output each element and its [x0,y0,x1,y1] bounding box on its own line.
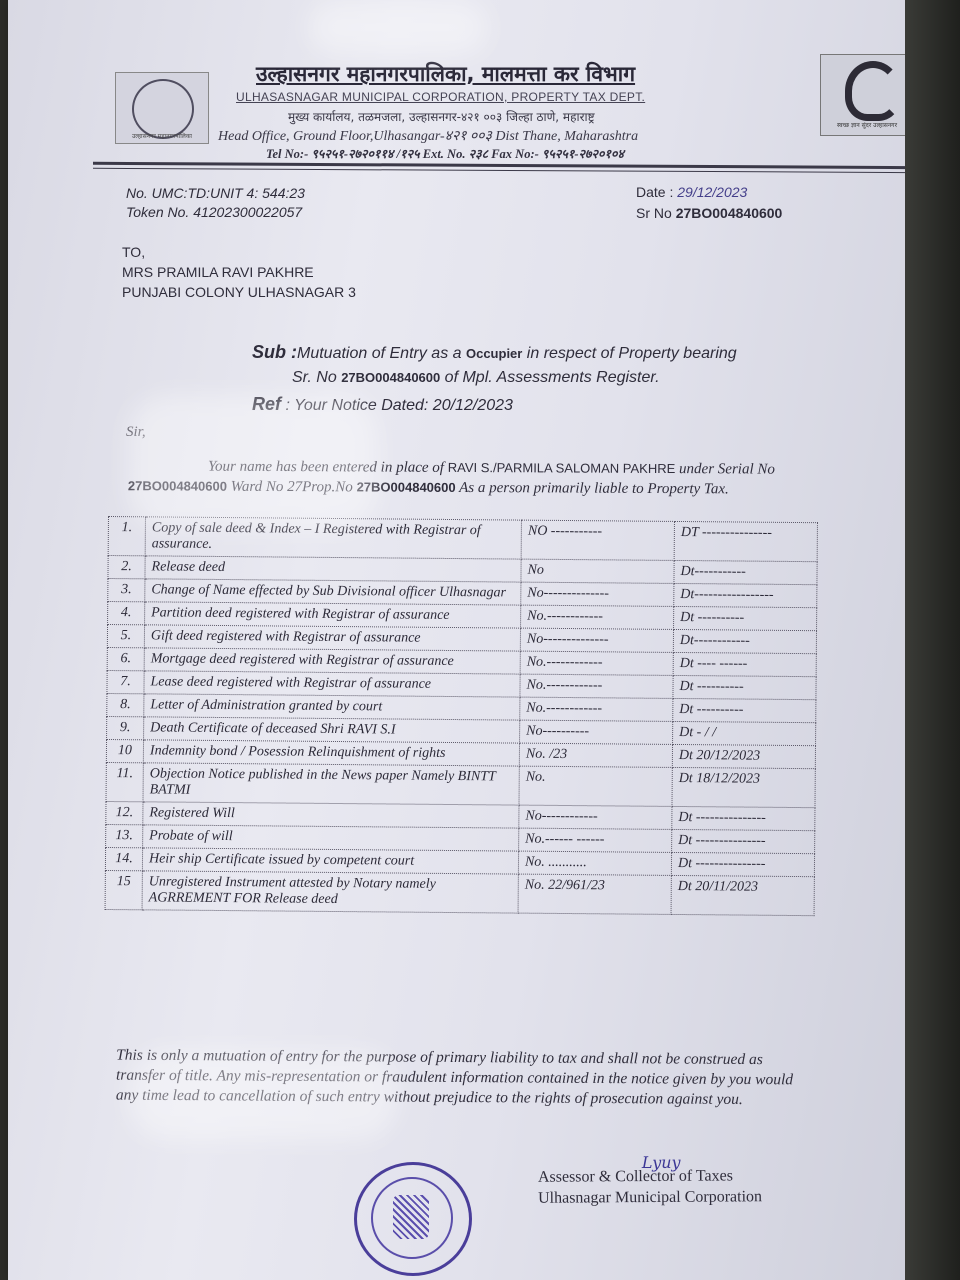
row-number: 8. [107,693,144,716]
ref-label: Ref [252,394,282,414]
swachh-logo [820,54,908,136]
row-number: 11. [106,762,143,801]
row-description: Indemnity bond / Posession Relinquishment of rights [143,740,519,766]
row-date: Dt --------------- [672,829,815,853]
row-number: 10 [106,739,143,762]
header-rule-thin [93,168,908,173]
light-glare [128,1050,398,1140]
sub-text-b: in respect of Property bearing [522,345,737,362]
row-number: 3. [108,579,145,602]
row-number-value: No [521,559,674,583]
row-date: Dt ---------- [674,606,817,630]
row-number: 5. [107,625,144,648]
recipient-to: TO, [122,244,146,260]
row-number: 14. [105,847,142,870]
row-date: Dt ---- ------ [673,652,816,676]
row-number-value: No------------ [519,805,672,829]
signatory-title: Assessor & Collector of Taxes [537,1167,733,1186]
table-row [105,870,814,915]
background-surface [905,0,960,1280]
swachh-caption: स्वच्छ ज्ञान सुंदर उल्हासनगर [836,122,898,129]
row-date: Dt --------------- [671,852,814,876]
body-p1: Your name has been entered in place of [208,458,445,476]
row-date: Dt 20/11/2023 [671,875,814,915]
reference-number: No. UMC:TD:UNIT 4: 544:23 [126,185,305,201]
emblem-caption: उल्हासनगर महानगरपालिका [132,133,192,140]
row-date: Dt------------ [673,629,816,653]
signature-scribble: Lyuy [641,1152,681,1173]
row-date: Dt --------------- [672,806,815,830]
row-date: Dt ---------- [673,675,816,699]
row-description: Partition deed registered with Registrar of assurance [145,602,521,628]
date-label: Date : [636,184,674,200]
row-description: Change of Name effected by Sub Divisional officer Ulhasnagar [145,579,521,605]
row-number: 7. [107,670,144,693]
row-description: Release deed [145,556,521,582]
sub-label: Sub : [252,342,297,362]
emblem-circle-icon [132,79,194,139]
row-description: Probate of will [143,825,519,851]
body-serial: 27BO004840600 [127,478,228,494]
header-address-marathi: मुख्य कार्यालय, तळमजला, उल्हासनगर-४२१ ००३ जिल्हा ठाणे, महाराष्ट्र [288,110,595,124]
row-number-value: NO ----------- [521,520,674,560]
token-number: Token No. 41202300022057 [126,204,303,220]
sub-occupier: Occupier [465,346,523,361]
sub-text-a: Mutuation of Entry as a [297,345,466,362]
body-p2: under Serial No [679,461,775,478]
salutation: Sir, [126,424,146,440]
row-number-value: No. [519,766,672,806]
row-number-value: No. ........... [518,851,671,875]
subject-line-2 [252,366,737,390]
sr-line [636,203,782,224]
header-title-marathi: उल्हासनगर महानगरपालिका, मालमत्ता कर विभाग [256,62,636,86]
row-number-value: No.------------ [521,605,674,629]
row-number: 12. [106,801,143,824]
row-date: Dt 18/12/2023 [672,767,815,807]
row-date: Dt ---------- [673,698,816,722]
light-glare [128,395,378,530]
row-description: Heir ship Certificate issued by competent court [142,848,518,874]
row-description: Death Certificate of deceased Shri RAVI S.I [144,717,520,743]
row-number: 1. [108,517,145,556]
row-date: Dt----------------- [674,583,817,607]
row-number: 4. [108,602,145,625]
row-date: Dt - / / [673,721,816,745]
sub-line2-a: Sr. No [292,369,342,386]
sr-label: Sr No [636,205,676,221]
recipient-block [122,242,356,302]
row-description: Copy of sale deed & Index – I Registered with Registrar of assurance. [145,517,521,559]
header-address-english: Head Office, Ground Floor,Ulhasangar-४२१ ००३ Dist Thane, Maharashtra [218,129,639,144]
row-description: Gift deed registered with Registrar of assurance [144,625,520,651]
row-number: 15 [105,870,142,909]
sub-line2-b: of Mpl. Assessments Register. [440,369,660,386]
header-title-english: ULHASASNAGAR MUNICIPAL CORPORATION, PROPERTY TAX DEPT. [236,90,646,104]
footnote-disclaimer: This is only a mutuation of entry for the purpose of primary liability to tax and shall not be construed as transfer of title. Any mis-representation or fraudulent information contained in the notice given by you would any time lead to cancellation of such entry without prejudice to the rights of prosecution against you. [115,1046,794,1109]
body-p3: Ward No 27Prop.No [226,478,357,496]
swirl-icon [845,61,901,121]
signature-block [537,1152,763,1209]
row-number-value: No.------------ [520,651,673,675]
row-number: 9. [107,716,144,739]
date-line [636,182,782,203]
row-date: Dt----------- [674,560,817,584]
stamp-emblem-icon [393,1195,429,1239]
recipient-address: PUNJABI COLONY ULHASNAGAR 3 [122,284,356,300]
row-description: Lease deed registered with Registrar of assurance [144,671,520,697]
header-contact-line: Tel No:- ९५२५१-२७२०११४ /१२५ Ext. No. २३८ Fax No:- ९५२५१-२७२०१०४ [266,147,625,161]
date-value: 29/12/2023 [673,184,748,200]
official-stamp [354,1162,472,1276]
row-description: Registered Will [143,802,519,828]
row-number-value: No. /23 [519,743,672,767]
table-row [106,762,815,807]
reference-right [636,182,782,224]
row-number: 6. [107,647,144,670]
recipient-name: MRS PRAMILA RAVI PAKHRE [122,264,314,280]
sub-line2-no: 27BO004840600 [341,370,441,385]
row-number: 13. [106,824,143,847]
subject-line-1 [252,340,737,366]
row-description: Objection Notice published in the News paper Namely BINTT BATMI [143,763,519,805]
row-date: DT --------------- [674,521,817,561]
reference-left [126,184,305,222]
row-description: Letter of Administration granted by court [144,694,520,720]
row-number: 2. [108,556,145,579]
row-number-value: No.------------ [520,697,673,721]
row-number-value: No.------------ [520,674,673,698]
row-number-value: No. 22/961/23 [518,874,671,914]
row-number-value: No.------ ------ [519,828,672,852]
row-number-value: No-------------- [520,628,673,652]
body-p4: As a person primarily liable to Property Tax. [455,479,729,498]
light-glare [308,0,488,55]
document-paper [8,0,908,1280]
row-description: Mortgage deed registered with Registrar of assurance [144,648,520,674]
sr-value: 27BO004840600 [675,205,783,221]
row-date: Dt 20/12/2023 [672,744,815,768]
body-prop: 27BO004840600 [356,479,456,495]
ref-text: : Your Notice Dated: 20/12/2023 [281,397,513,414]
row-description: Unregistered Instrument attested by Notary namely AGRREMENT FOR Release deed [142,871,518,913]
body-prev-owner: RAVI S./PARMILA SALOMAN PAKHRE [447,459,676,477]
row-number-value: No---------- [520,720,673,744]
documents-table [105,516,818,916]
signatory-org: Ulhasnagar Municipal Corporation [538,1188,763,1207]
row-number-value: No-------------- [521,582,674,606]
umc-emblem-logo [115,72,209,144]
